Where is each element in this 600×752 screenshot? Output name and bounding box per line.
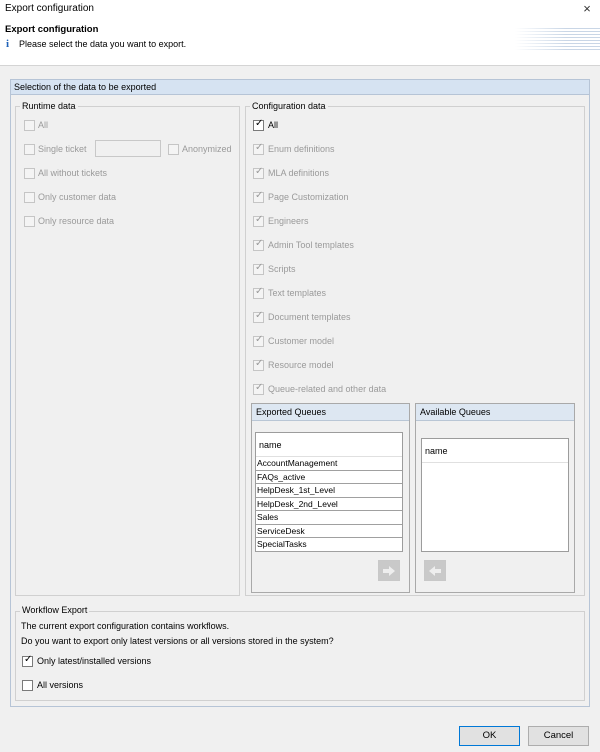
ok-button[interactable]: OK <box>459 726 520 746</box>
config-item-label: Engineers <box>268 216 309 226</box>
available-queues-title: Available Queues <box>416 404 574 421</box>
queue-row[interactable]: AccountManagement <box>256 457 402 471</box>
only-customer-data-checkbox[interactable] <box>24 192 35 203</box>
exported-queues-list[interactable] <box>255 432 403 552</box>
queue-row[interactable]: HelpDesk_2nd_Level <box>256 498 402 512</box>
config-item-label: MLA definitions <box>268 168 330 178</box>
window-title: Export configuration <box>5 3 94 14</box>
only-latest-versions-checkbox[interactable]: ✓ <box>24 654 33 665</box>
config-item-checkbox[interactable]: ✓ <box>255 286 264 297</box>
only-latest-versions-label: Only latest/installed versions <box>37 656 152 666</box>
config-item-label: Admin Tool templates <box>268 240 354 250</box>
config-item-checkbox[interactable]: ✓ <box>255 262 264 273</box>
config-item-label: Text templates <box>268 288 327 298</box>
config-item-checkbox[interactable]: ✓ <box>255 190 264 201</box>
config-item-label: Page Customization <box>268 192 349 202</box>
config-item-label: Customer model <box>268 336 335 346</box>
workflow-export-legend: Workflow Export <box>22 605 88 615</box>
queue-row[interactable]: SpecialTasks <box>256 538 402 552</box>
arrow-right-icon <box>382 564 396 578</box>
single-ticket-label: Single ticket <box>38 144 87 154</box>
configuration-data-legend: Configuration data <box>252 101 326 111</box>
move-left-button[interactable] <box>424 560 446 581</box>
available-queues-list[interactable] <box>421 438 569 552</box>
available-queues-column-name[interactable]: name <box>422 439 568 463</box>
config-item-checkbox[interactable]: ✓ <box>255 166 264 177</box>
anonymized-checkbox[interactable] <box>168 144 179 155</box>
config-item-checkbox[interactable]: ✓ <box>255 310 264 321</box>
anonymized-label: Anonymized <box>182 144 232 154</box>
single-ticket-checkbox[interactable] <box>24 144 35 155</box>
all-without-tickets-checkbox[interactable] <box>24 168 35 179</box>
queue-row[interactable]: ServiceDesk <box>256 525 402 539</box>
single-ticket-input[interactable] <box>95 140 161 157</box>
runtime-all-label: All <box>38 120 49 130</box>
config-item-label: Queue-related and other data <box>268 384 387 394</box>
exported-queues-column-name[interactable]: name <box>256 433 402 457</box>
queue-row[interactable]: Sales <box>256 511 402 525</box>
info-icon: i <box>6 38 10 50</box>
header-subtitle: Please select the data you want to export. <box>19 39 187 49</box>
header-decoration <box>515 28 600 52</box>
all-versions-label: All versions <box>37 680 84 690</box>
only-resource-data-checkbox[interactable] <box>24 216 35 227</box>
all-without-tickets-label: All without tickets <box>38 168 108 178</box>
config-item-label: Resource model <box>268 360 334 370</box>
only-resource-data-label: Only resource data <box>38 216 115 226</box>
config-item-label: Scripts <box>268 264 296 274</box>
runtime-all-checkbox[interactable] <box>24 120 35 131</box>
configuration-all-checkbox[interactable]: ✓ <box>255 118 264 129</box>
all-versions-checkbox[interactable] <box>22 680 33 691</box>
move-right-button[interactable] <box>378 560 400 581</box>
queue-row[interactable]: HelpDesk_1st_Level <box>256 484 402 498</box>
exported-queues-title: Exported Queues <box>252 404 409 421</box>
cancel-button[interactable]: Cancel <box>528 726 589 746</box>
config-item-label: Document templates <box>268 312 351 322</box>
close-icon[interactable]: × <box>583 1 591 16</box>
runtime-data-legend: Runtime data <box>22 101 76 111</box>
config-item-checkbox[interactable]: ✓ <box>255 358 264 369</box>
workflow-info-line2: Do you want to export only latest versions or all versions stored in the system? <box>21 636 334 646</box>
configuration-all-label: All <box>268 120 279 130</box>
runtime-data-fieldset <box>15 106 240 596</box>
config-item-checkbox[interactable]: ✓ <box>255 334 264 345</box>
only-customer-data-label: Only customer data <box>38 192 117 202</box>
arrow-left-icon <box>428 564 442 578</box>
config-item-checkbox[interactable]: ✓ <box>255 214 264 225</box>
config-item-label: Enum definitions <box>268 144 335 154</box>
config-item-checkbox[interactable]: ✓ <box>255 142 264 153</box>
header-title: Export configuration <box>5 24 99 35</box>
queue-row[interactable]: FAQs_active <box>256 471 402 485</box>
config-item-checkbox[interactable]: ✓ <box>255 382 264 393</box>
config-item-checkbox[interactable]: ✓ <box>255 238 264 249</box>
selection-group-title: Selection of the data to be exported <box>14 82 157 92</box>
workflow-info-line1: The current export configuration contains workflows. <box>21 621 230 631</box>
